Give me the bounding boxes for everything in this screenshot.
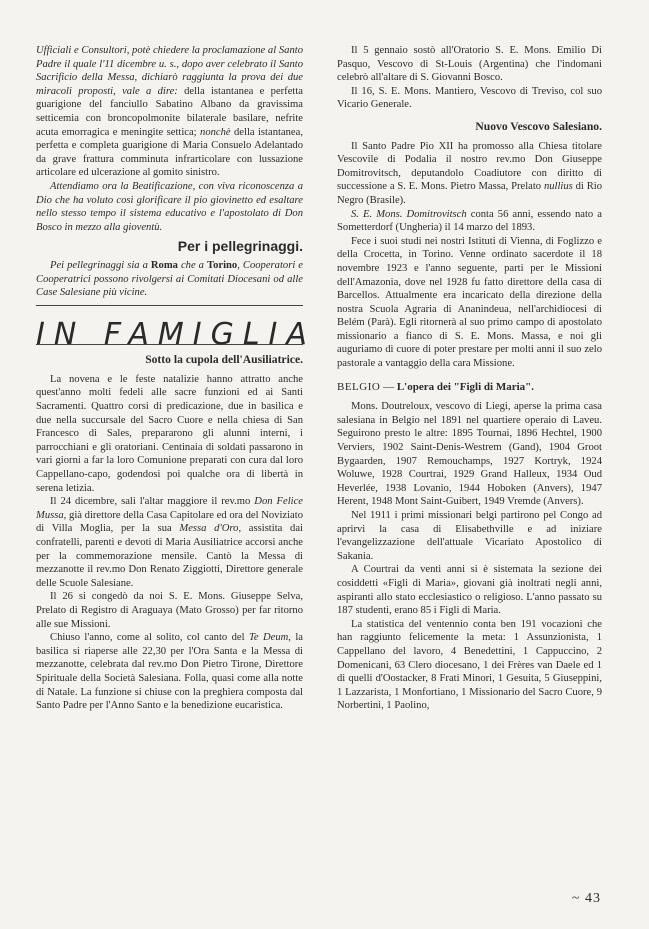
paragraph-studies: Fece i suoi studi nei nostri Istituti di Vienna, di Foglizzo e della Crocetta, in Torino. Venne ordinato sacerdote il 18 novembre 1923 e l'anno seguente, parti per le Missioni dell'Amazonia, dove nel 1928 fu fatto direttore della casa di Barcellos. Attualmente era incaricato della direzione della nostra Scuola Agraria di Ananindeua, nell'archidiocesi di Belém (Parà). Egli ritornerà al suo primo campo di apostolato missionario a fianco di S. E. Mons. Massa, e noi gli auguriamo di cuore di poter prestare per molti anni il suo zelo pastorale a vantaggio della cara Missione. (337, 235, 602, 370)
paragraph-congo: Nel 1911 i primi missionari belgi partirono pel Congo ad aprirvi la casa di Elisabethville e ad iniziare l'evangelizzazione dell'attuale Vicariato Apostolico di Sakania. (337, 510, 602, 562)
p4-name: S. E. Mons. Domitrovitsch (351, 208, 467, 220)
paragraph-domitrovitsch (337, 208, 602, 235)
attendiamo-paragraph: Attendiamo ora la Beatificazione, con viva riconoscenza a Dio che ha voluto così glorificare il pio giovinetto ed esaltare nello stesso tempo il sistema educativo e l'apostolato di Don Bosco in mezzo alla gioventù. (36, 180, 303, 233)
p3-nullius: nullius (543, 181, 573, 193)
section-title: IN FAMIGLIA (36, 316, 316, 352)
p2-messa: Messa d'Oro (179, 523, 239, 535)
paragraph-pio-xii (337, 140, 602, 208)
intro-text-2: della istantanea, perfetta e completa guarigione di Maria Consuelo Adelantado da grave frattura comminuta infrarticolare con lussazione articolare ed ulcerazione al gomito sinistro. (36, 126, 303, 179)
p2-name: Don Felice Mussa (36, 496, 303, 521)
subsection-heading: Sotto la cupola dell'Ausiliatrice. (145, 353, 303, 367)
pilgrimage-heading: Per i pellegrinaggi. (177, 238, 303, 255)
paragraph-di-pasquo: Il 5 gennaio sostò all'Oratorio S. E. Mons. Emilio Di Pasquo, Vescovo di St-Louis (Argentina) che l'indomani celebrò all'altare di S. Giovanni Bosco. (337, 45, 602, 84)
pilgrimage-paragraph (36, 259, 303, 300)
paragraph-novena: La novena e le feste natalizie hanno attratto anche quest'anno molti fedeli alle sacre funzioni ed ai Santi Sacramenti. Quattro corsi di predicazione, due in basilica e due nella succursale del Sacro Cuore e nella chiesa di San Francesco di Sales, prepararono gli alunni interni, i parrocchiani e gli oratoriani. Centinaia di soldati passarono in vari giorni a far la loro Comunione preparati con cura dal loro Cappellano-capo, godendosi poi qualche ora di libertà in serena letizia. (36, 373, 303, 494)
pilgrim-post: , Cooperatori e Cooperatrici possono rivolgersi ai Comitati Diocesani od alle Case Salesiane più vicine. (36, 259, 303, 299)
paragraph-messa-oro (36, 495, 303, 590)
pilgrim-roma: Roma (150, 259, 178, 271)
p2-b: , già direttore della Casa Capitolare ed ora del Noviziato di Villa Moglia, per la sua (36, 509, 303, 535)
belgio-place: BELGIO (337, 380, 381, 393)
paragraph-courtrai: A Courtrai da venti anni si è sistemata la sezione dei cosiddetti «Figli di Maria», giovani già inoltrati negli anni, aspiranti allo stato ecclesiastico o religioso. L'anno passato su 187 studenti, erano 85 i Figli di Maria. (337, 564, 602, 617)
belgio-title: L'opera dei "Figli di Maria". (396, 380, 535, 393)
p3-a: Il Santo Padre Pio XII ha promosso alla Chiesa titolare Vescovile di Podalia il nostro rev.mo Don Giuseppe Domitrovitsch, deputandolo Coadiutore con diritto di successione a S. E. Mons. Pietro Massa, Prelato (337, 140, 602, 193)
new-bishop-heading: Nuovo Vescovo Salesiano. (475, 119, 602, 133)
intro-italic-nonche: nonchè (196, 126, 231, 138)
paragraph-te-deum (36, 631, 303, 713)
page-number: ~ 43 (571, 891, 601, 906)
p4-a: Chiuso l'anno, come al solito, col canto del (50, 632, 249, 644)
intro-text: della istantanea e perfetta guarigione del fanciullo Sabatino Albano da gravissima setticemia con broncopolmonite bilaterale basilare, nefrite acuta emorragica e meningite settica; (36, 85, 303, 138)
beatification-intro (36, 44, 303, 180)
belgio-heading (337, 381, 602, 395)
intro-italic: Ufficiali e Consultori, potè chiedere la proclamazione al Santo Padre il quale l'11 dicembre u. s., dopo aver celebrato il Santo Sacrificio della Messa, dichiarò raggiunta la prova dei due miracoli proposti, vale a dire: (36, 45, 303, 97)
left-column (36, 44, 316, 713)
paragraph-mantiero: Il 16, S. E. Mons. Mantiero, Vescovo di Treviso, col suo Vicario Generale. (337, 85, 602, 111)
p4-b: , la basilica si riaperse alle 22,30 per l'Ora Santa e la Messa di mezzanotte, celebrata dal rev.mo Don Pietro Tirone, Direttore Spirituale della Società Salesiana. Folla, quasi come alla notte di Natale. La funzione si chiuse con la preghiera composta dal Santo Padre per l'Anno Santo e la benedizione eucaristica. (36, 632, 303, 712)
p2-c: , assistita dai confratelli, parenti e devoti di Maria Ausiliatrice accorsi anche per la commemorazione mensile. Cantò la Messa di mezzanotte il rev.mo Don Renato Ziggiotti, Direttore generale delle Scuole Salesiane. (36, 523, 303, 589)
p2-a: Il 24 dicembre, sali l'altar maggiore il rev.mo (50, 496, 255, 508)
paragraph-selva: Il 26 si congedò da noi S. E. Mons. Giuseppe Selva, Prelato di Registro di Araguaya (Mato Grosso) per far ritorno alle sue Missioni. (36, 591, 303, 630)
pilgrim-pre: Pei pellegrinaggi sia a (50, 259, 151, 271)
p4-a: conta 56 anni, essendo nato a Sometterdorf (Ungheria) il 14 marzo del 1893. (337, 208, 603, 234)
pilgrim-mid: che a (177, 259, 207, 271)
pilgrim-torino: Torino (207, 259, 238, 271)
p3-b: di Rio Negro (Brasile). (337, 181, 603, 206)
belgio-dash: — (380, 380, 397, 393)
paragraph-doutreloux: Mons. Doutreloux, vescovo di Liegi, aperse la prima casa salesiana in Belgio nel 1891 nel quartiere operaio di Laveu. Seguirono presto le altre: 1895 Tournai, 1896 Hechtel, 1900 Verviers, 1902 Saint-Denis-Westrem (Gand), 1904 Groot Bygaarden, 1907 Remouchamps, 1927 Kortryk, 1924 Woluwe, 1928 Courtrai, 1929 Grand Halleux, 1934 Oud Heverlée, 1938 Lovanio, 1944 Hoboken (Anvers), 1947 Herent, 1948 Mont Saint-Guibert, 1949 Vremde (Anvers). (337, 401, 602, 508)
section-divider (36, 305, 303, 306)
right-column (337, 44, 602, 713)
p4-te-deum: Te Deum (248, 632, 289, 644)
paragraph-statistica: La statistica del ventennio conta ben 191 vocazioni che han raggiunto felicemente la meta: 1 Assunzionista, 1 Cappellano del lavoro, 4 Benedettini, 1 Cappuccino, 2 Domenicani, 63 Clero diocesano, 1 dei Frères van Daele ed 1 di quelli d'Oostacker, 8 Frati Minori, 1 Gesuita, 5 Giuseppini, 1 Lazzarista, 1 Monfortiano, 1 Missionario del Sacro Cuore, 9 Norbertini, 1 Paolino, (337, 618, 602, 712)
